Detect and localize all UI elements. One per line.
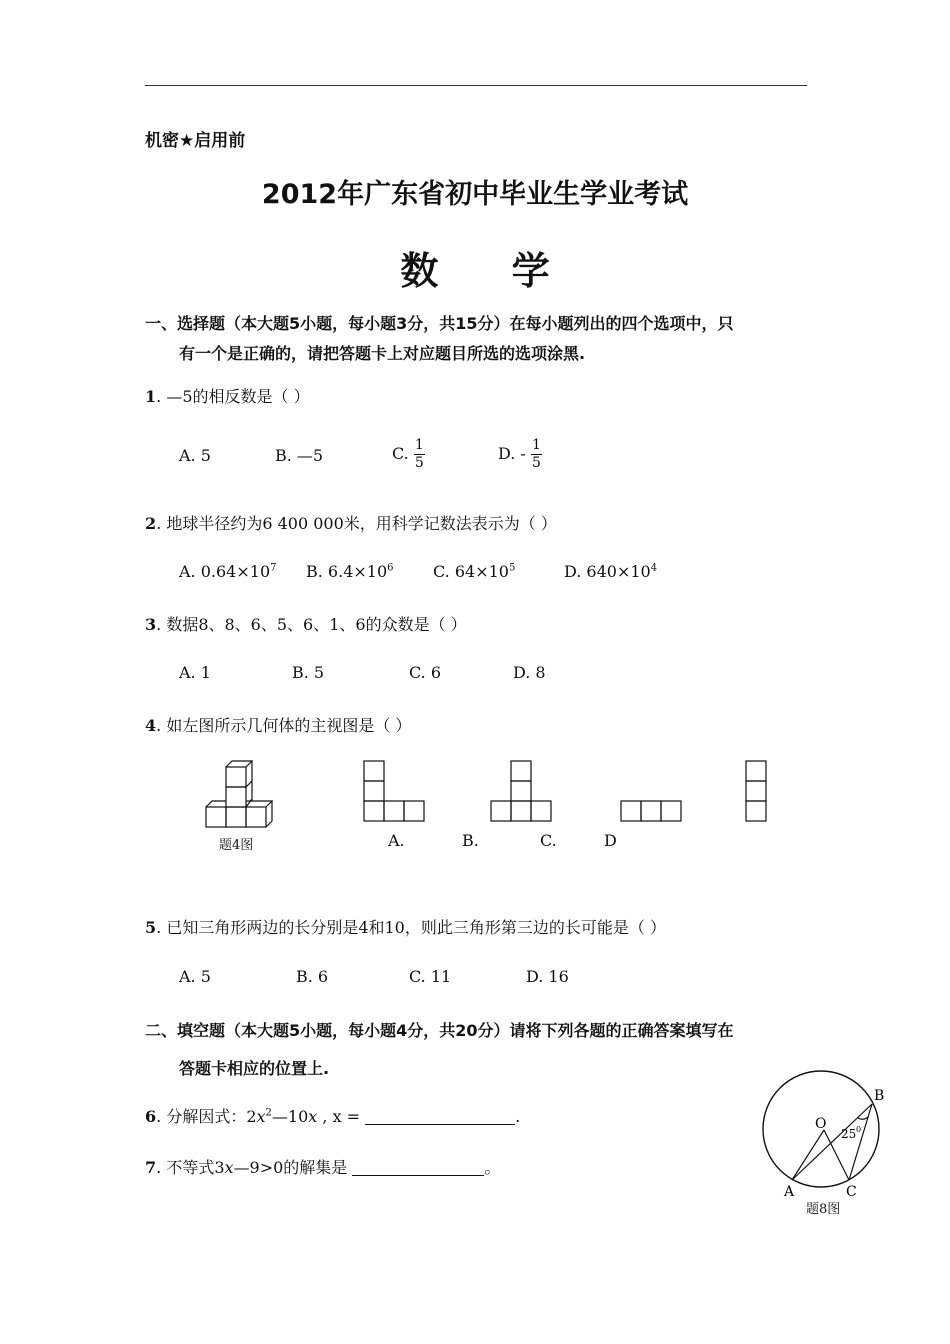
q1-option-d-label: D. -: [498, 444, 526, 463]
q1-option-d-fraction: [531, 437, 542, 472]
q7-answer-blank[interactable]: [352, 1175, 484, 1176]
label-a: A: [784, 1184, 795, 1200]
q6-expr-equals: , x =: [317, 1107, 366, 1126]
question-4-number: 4: [145, 716, 157, 735]
q2-option-d: [564, 562, 657, 581]
question-6: [145, 1104, 520, 1127]
q2-option-d-exponent: 4: [650, 562, 658, 574]
question-1-text: . —5的相反数是（ ）: [156, 387, 310, 406]
confidential-label: 机密★启用前: [145, 131, 246, 151]
question-1: [145, 384, 310, 407]
question-6-number: 6: [145, 1107, 157, 1126]
q1-option-c-fraction: [414, 437, 425, 472]
section-2-instructions: [145, 1012, 810, 1088]
q4-option-a-label: A.: [388, 831, 405, 850]
exam-title: 2012年广东省初中毕业生学业考试: [261, 179, 689, 210]
fraction-numerator: 1: [531, 437, 541, 453]
angle-value: 25: [841, 1127, 857, 1141]
q7-expr-var: x: [224, 1158, 234, 1177]
q3-option-c: C. 6: [409, 663, 442, 682]
section-2-line-1: 二、填空题（本大题5小题，每小题4分，共20分）请将下列各题的正确答案填写在: [145, 1021, 734, 1040]
q4-option-d-figure: [744, 759, 770, 823]
question-5-text: . 已知三角形两边的长分别是4和10，则此三角形第三边的长可能是（ ）: [156, 918, 666, 937]
q2-option-a-exponent: 7: [270, 562, 277, 574]
q2-option-a: [179, 562, 277, 581]
fraction-denominator: 5: [531, 455, 541, 471]
label-o: O: [815, 1116, 827, 1132]
q2-option-b-base: B. 6.4×10: [306, 562, 388, 581]
q2-option-d-base: D. 640×10: [564, 562, 651, 581]
q5-option-a: A. 5: [179, 967, 211, 986]
question-5: [145, 915, 666, 938]
q4-solid-figure: [200, 755, 280, 831]
q8-figure-caption: 题8图: [806, 1202, 841, 1217]
q4-option-b-label: B.: [462, 831, 479, 850]
q2-option-c-exponent: 5: [508, 562, 516, 574]
question-5-number: 5: [145, 918, 157, 937]
section-1-line-1: 一、选择题（本大题5小题，每小题3分，共15分）在每小题列出的四个选项中，只: [145, 314, 734, 333]
q5-option-b: B. 6: [296, 967, 329, 986]
section-2-line-2: 答题卡相应的位置上.: [179, 1059, 330, 1078]
question-7: [145, 1155, 500, 1178]
q6-expr-var-2: x: [308, 1107, 318, 1126]
question-2-text: . 地球半径约为6 400 000米，用科学记数法表示为（ ）: [156, 514, 557, 533]
q4-option-c-label: C.: [540, 831, 557, 850]
label-b: B: [874, 1088, 885, 1104]
q4-option-a-figure: [362, 759, 428, 823]
q7-end-mark: 。: [484, 1158, 501, 1177]
q7-expr-rest: —9>0的解集是: [233, 1158, 353, 1177]
question-4-text: . 如左图所示几何体的主视图是（ ）: [156, 716, 412, 735]
segment-ao: [792, 1130, 824, 1180]
q5-option-c: C. 11: [409, 967, 452, 986]
section-1-instructions: [145, 309, 810, 369]
q2-option-b-exponent: 6: [387, 562, 394, 574]
question-2: [145, 511, 557, 534]
subject-title: 数 学: [400, 249, 580, 293]
q1-option-c: [392, 437, 425, 472]
q1-option-d: [498, 437, 542, 472]
q6-expr-var: x: [256, 1107, 266, 1126]
section-1-line-2: 有一个是正确的，请把答题卡上对应题目所选的选项涂黑.: [179, 344, 586, 363]
question-3: [145, 612, 467, 635]
q2-option-b: [306, 562, 394, 581]
q1-option-a: A. 5: [179, 446, 211, 465]
angle-degree: 0: [856, 1125, 862, 1134]
q4-figure-caption: 题4图: [219, 838, 254, 853]
q1-option-c-label: C.: [392, 444, 409, 463]
q6-expr-coef: 2: [246, 1107, 257, 1126]
question-6-text: . 分解因式：: [156, 1107, 247, 1126]
q6-answer-blank[interactable]: [365, 1124, 515, 1125]
q6-expr-term: —10: [271, 1107, 309, 1126]
question-7-text: . 不等式3: [156, 1158, 225, 1177]
q3-option-d: D. 8: [513, 663, 546, 682]
q4-option-c-figure: [619, 799, 685, 823]
q3-option-b: B. 5: [292, 663, 325, 682]
q3-option-a: A. 1: [179, 663, 211, 682]
q5-option-d: D. 16: [526, 967, 569, 986]
top-rule: [145, 85, 807, 86]
question-7-number: 7: [145, 1158, 157, 1177]
q4-option-d-label: D: [604, 831, 617, 850]
fraction-denominator: 5: [414, 455, 424, 471]
fraction-numerator: 1: [414, 437, 424, 453]
angle-arc: [858, 1117, 868, 1119]
question-4: [145, 713, 411, 736]
q6-end-mark: .: [515, 1107, 521, 1126]
q8-circle-figure: [752, 1068, 902, 1218]
question-3-number: 3: [145, 615, 157, 634]
q2-option-a-base: A. 0.64×10: [179, 562, 271, 581]
question-2-number: 2: [145, 514, 157, 533]
label-c: C: [846, 1184, 857, 1200]
q4-option-b-figure: [489, 759, 555, 823]
q2-option-c: [433, 562, 515, 581]
question-1-number: 1: [145, 387, 157, 406]
q6-expr-exponent: 2: [265, 1107, 272, 1119]
question-3-text: . 数据8、8、6、5、6、1、6的众数是（ ）: [156, 615, 467, 634]
q1-option-b: B. —5: [275, 446, 324, 465]
q2-option-c-base: C. 64×10: [433, 562, 509, 581]
